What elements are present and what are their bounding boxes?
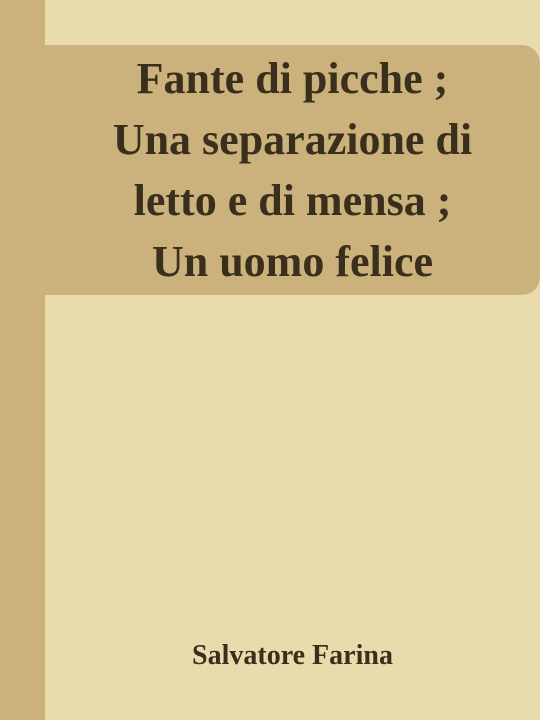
title-line-4: Un uomo felice bbox=[151, 237, 434, 286]
title-line-3: letto e di mensa ; bbox=[133, 176, 452, 225]
book-title bbox=[45, 45, 540, 295]
title-line-2: Una separazione di bbox=[112, 115, 473, 164]
book-author: Salvatore Farina bbox=[192, 640, 393, 671]
title-line-1: Fante di picche ; bbox=[136, 54, 449, 103]
